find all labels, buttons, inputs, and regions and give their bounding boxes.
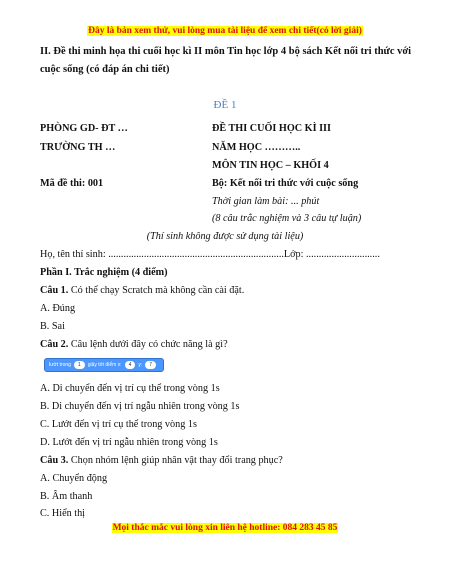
scratch-block-word-2: giây tới điểm x: [87, 362, 122, 368]
question-3-option-c: C. Hiển thị [40, 508, 85, 519]
exam-title: ĐỀ THI CUỐI HỌC KÌ III [212, 123, 331, 134]
school-name: TRƯỜNG TH … [40, 142, 116, 153]
book-series: Bộ: Kết nối tri thức với cuộc sống [212, 178, 359, 189]
scratch-block-word-1: lướt trong [49, 362, 71, 368]
question-3-option-a: A. Chuyển động [40, 473, 108, 484]
exam-number-label: ĐỀ 1 [213, 99, 237, 111]
student-info-line: Họ, tên thí sinh: .....................................................................Lớp: ............................. [40, 249, 380, 260]
school-year: NĂM HỌC ……….. [212, 142, 301, 153]
subject-title: MÔN TIN HỌC – KHỐI 4 [212, 160, 329, 171]
question-1-label: Câu 1. [40, 285, 69, 296]
question-1 [40, 285, 244, 296]
question-2-label: Câu 2. [40, 339, 69, 350]
question-3 [40, 455, 283, 466]
scratch-block-x: 4 [125, 361, 136, 369]
question-2 [40, 339, 228, 350]
question-1-option-b: B. Sai [40, 321, 65, 332]
question-2-option-b: B. Di chuyển đến vị trí ngẫu nhiên trong vòng 1s [40, 401, 240, 412]
part1-title: Phần I. Trắc nghiệm (4 điểm) [40, 267, 168, 278]
hotline-banner-text: Mọi thắc mắc vui lòng xin liên hệ hotline: 084 283 45 85 [112, 523, 338, 533]
exam-note: (Thí sinh không được sử dụng tài liệu) [146, 231, 304, 242]
exam-duration: Thời gian làm bài: ... phút [212, 196, 320, 207]
question-2-option-d: D. Lướt đến vị trí ngẫu nhiên trong vòng 1s [40, 437, 218, 448]
scratch-block-word-3: y: [138, 362, 143, 368]
school-department: PHÒNG GD- ĐT … [40, 123, 128, 134]
question-3-option-b: B. Âm thanh [40, 491, 93, 502]
scratch-block-seconds: 1 [74, 361, 85, 369]
exam-code: Mã đề thi: 001 [40, 178, 104, 189]
preview-banner [0, 26, 450, 36]
question-1-text: Có thể chạy Scratch mà không cần cài đặt. [68, 285, 245, 296]
question-3-label: Câu 3. [40, 455, 69, 466]
document-heading: II. Đề thi minh họa thi cuối học kì II môn Tin học lớp 4 bộ sách Kết nối tri thức với cuộc sống (có đáp án chi tiết) [40, 46, 412, 75]
question-1-option-a: A. Đúng [40, 303, 76, 314]
preview-banner-text: Đây là bản xem thử, vui lòng mua tài liệu để xem chi tiết(có lời giải) [88, 26, 362, 36]
scratch-block-y: 7 [145, 361, 156, 369]
question-2-option-a: A. Di chuyển đến vị trí cụ thể trong vòng 1s [40, 383, 220, 394]
exam-structure: (8 câu trắc nghiệm và 3 câu tự luận) [212, 213, 362, 224]
scratch-glide-block [44, 358, 164, 372]
hotline-banner [0, 523, 450, 533]
question-3-text: Chọn nhóm lệnh giúp nhân vật thay đổi trang phục? [68, 455, 283, 466]
question-2-text: Câu lệnh dưới đây có chức năng là gì? [68, 339, 228, 350]
question-2-option-c: C. Lướt đến vị trí cụ thể trong vòng 1s [40, 419, 197, 430]
